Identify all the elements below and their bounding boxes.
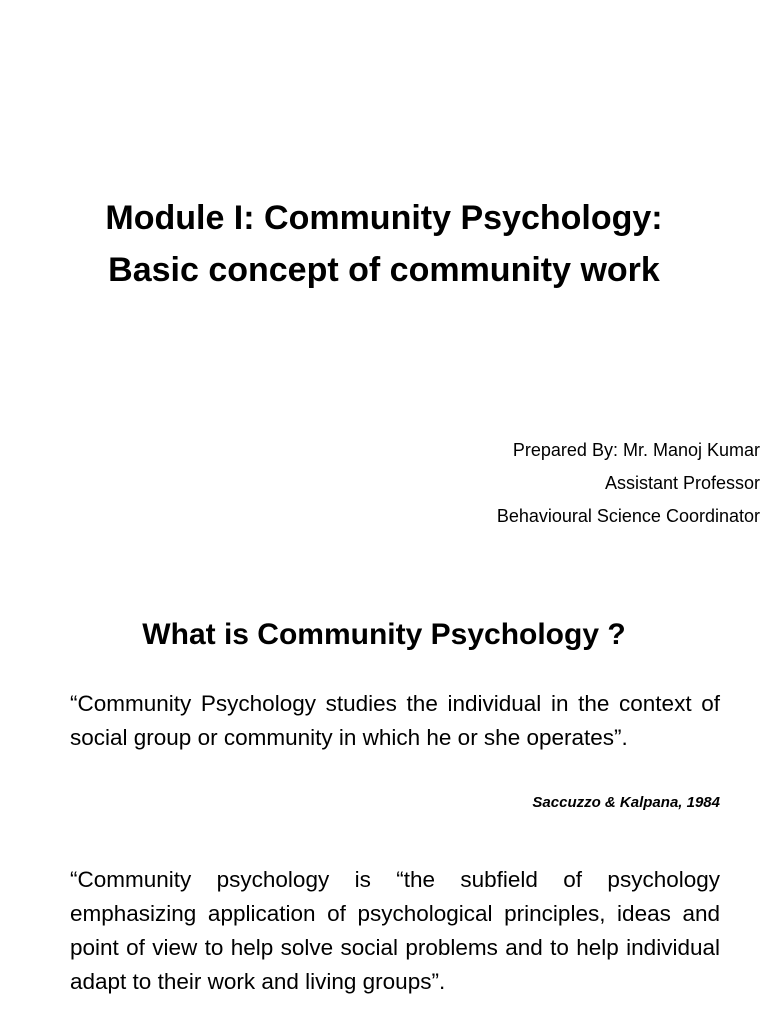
slide-heading: What is Community Psychology ? [142,618,626,651]
author-block [497,434,760,533]
prepared-by-text: Prepared By: Mr. Manoj Kumar [512,440,760,460]
slide-title-line-2: Basic concept of community work [108,251,660,289]
definition-slide [0,570,768,1024]
definition-quote-2: “Community psychology is “the subfield of psychology emphasizing application of psychological principles, ideas and point of view to help solve social problems and to help individual adapt to their work and living groups”. [70,867,720,994]
role-text: Behavioural Science Coordinator [496,506,760,526]
slide-title [40,192,728,296]
citation-1: Saccuzzo & Kalpana, 1984 [532,794,720,811]
definition-quote-1: “Community Psychology studies the individual in the context of social group or community in which he or she operates”. [70,691,720,750]
slide-title-line-1: Module I: Community Psychology: [105,199,663,237]
designation-text: Assistant Professor [604,473,760,493]
